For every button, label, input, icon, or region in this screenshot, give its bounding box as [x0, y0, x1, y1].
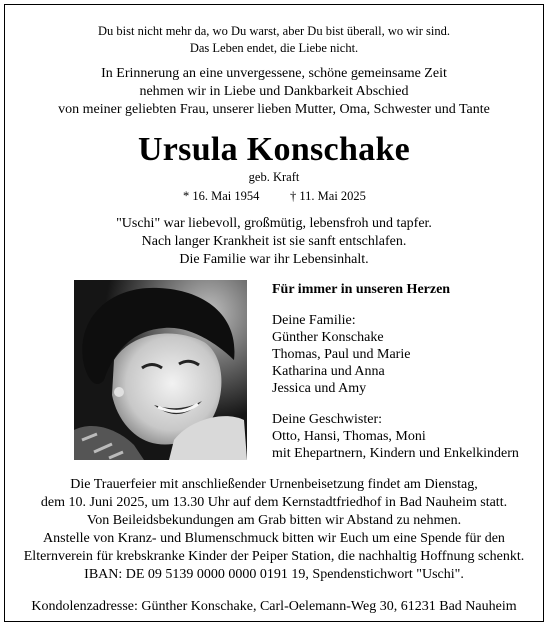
intro-text [5, 65, 543, 119]
family-line: Jessica und Amy [272, 381, 367, 396]
siblings-line: Otto, Hansi, Thomas, Moni [272, 429, 426, 444]
siblings-line: Deine Geschwister: [272, 412, 383, 427]
family-heading: Für immer in unseren Herzen [272, 282, 451, 297]
tribute-line: "Uschi" war liebevoll, großmütig, lebensfroh und tapfer. [116, 216, 432, 231]
obituary-card [4, 4, 544, 622]
portrait-photo [74, 280, 247, 460]
motto-line: Du bist nicht mehr da, wo Du warst, aber Du bist überall, wo wir sind. [97, 24, 451, 38]
funeral-line: Elternverein für krebskranke Kinder der Peiper Station, die nachhaltig Hoffnung schenkt. [23, 549, 525, 564]
tribute-text [5, 215, 543, 269]
funeral-line: Von Beileidsbekundungen am Grab bitten wir Abstand zu nehmen. [86, 513, 462, 528]
funeral-line: IBAN: DE 09 5139 0000 0000 0191 19, Spendenstichwort "Uschi". [84, 567, 464, 582]
motto-line: Das Leben endet, die Liebe nicht. [189, 41, 359, 55]
intro-line: von meiner geliebten Frau, unserer lieben Mutter, Oma, Schwester und Tante [58, 102, 490, 117]
motto-quote [5, 23, 543, 57]
family-line: Deine Familie: [272, 313, 356, 328]
deceased-name: Ursula Konschake [137, 131, 411, 168]
birth-date: * 16. Mai 1954 [183, 189, 260, 203]
funeral-notice [5, 476, 543, 584]
funeral-line: Anstelle von Kranz- und Blumenschmuck bitten wir Euch um eine Spende für den [43, 531, 505, 546]
family-line: Katharina und Anna [272, 364, 385, 379]
siblings-line: mit Ehepartnern, Kindern und Enkelkindern [272, 446, 519, 461]
condolence-address: Kondolenzadresse: Günther Konschake, Carl-Oelemann-Weg 30, 61231 Bad Nauheim [31, 599, 517, 614]
portrait-image [74, 280, 247, 460]
funeral-line: dem 10. Juni 2025, um 13.30 Uhr auf dem Kernstadtfriedhof in Bad Nauheim statt. [40, 495, 508, 510]
death-date: † 11. Mai 2025 [290, 189, 366, 203]
intro-line: In Erinnerung an eine unvergessene, schöne gemeinsame Zeit [101, 66, 447, 81]
family-list [272, 281, 519, 462]
tribute-line: Nach langer Krankheit ist sie sanft entschlafen. [141, 234, 407, 249]
family-line: Thomas, Paul und Marie [272, 347, 411, 362]
family-line: Günther Konschake [272, 330, 384, 345]
funeral-line: Die Trauerfeier mit anschließender Urnenbeisetzung findet am Dienstag, [70, 477, 478, 492]
tribute-line: Die Familie war ihr Lebensinhalt. [179, 252, 369, 267]
birth-name: geb. Kraft [248, 170, 300, 184]
intro-line: nehmen wir in Liebe und Dankbarkeit Abschied [139, 84, 409, 99]
